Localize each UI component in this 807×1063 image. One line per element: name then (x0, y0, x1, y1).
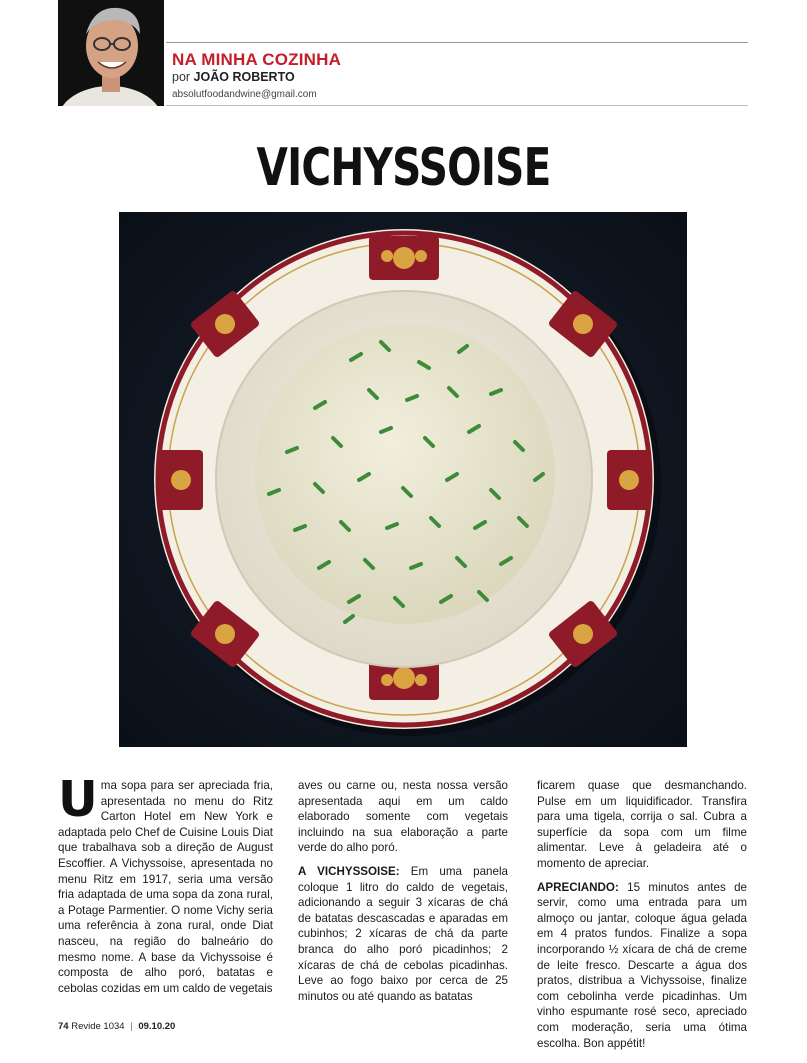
intro-continuation: aves ou carne ou, nesta nossa versão apresentada aqui em um caldo elaborado somente com vegetais incluindo na sua elaboração a parte verde do alho poró. (298, 779, 508, 855)
author-name: JOÃO ROBERTO (193, 70, 295, 84)
page-number: 74 (58, 1021, 69, 1032)
byline-prefix: por (172, 70, 194, 84)
recipe-heading: A VICHYSSOISE: (298, 864, 400, 878)
serve-paragraph (537, 880, 747, 1052)
byline (172, 70, 295, 84)
article-column-1 (58, 771, 273, 1004)
recipe-continuation: ficarem quase que desmanchando. Pulse em um liquidificador. Transfira para uma tigela, corrija o sal. Cubra a superfície da sopa com um filme alimentar. Leve à geladeira até o momento de apreciar. (537, 779, 747, 870)
header-rule-top (166, 42, 748, 43)
magazine-issue: Revide 1034 (71, 1021, 125, 1032)
section-title: NA MINHA COZINHA (172, 50, 342, 69)
recipe-paragraph (298, 864, 508, 1004)
recipe-text: Em uma panela coloque 1 litro do caldo de vegetais, adicionando a seguir 3 xícaras de chá de batatas descascadas e aparadas em cubinhos; 2 xícaras de chá da parte branca do alho poró picadinhos; 2 xícaras de chá de cebolas picadinhas. Leve ao fogo baixo por cerca de 25 minutos ou até quando as batatas (298, 864, 508, 1003)
author-portrait (58, 0, 164, 106)
soup-plate-photo (119, 212, 687, 747)
article-column-3 (537, 778, 747, 1059)
issue-date: 09.10.20 (138, 1021, 176, 1032)
header-rule-bottom (166, 105, 748, 106)
intro-paragraph (58, 771, 273, 996)
dropcap-letter: U (58, 771, 98, 828)
intro-text: ma sopa para ser apreciada fria, apresentada no menu do Ritz Carton Hotel em New York e adaptada pelo Chef de Cuisine Louis Diat que trabalhava sob a direção de August Escoffier. A Vichyssoise, apresentada no menu Ritz em 1917, seria uma versão fria adaptada de uma sopa da zona rural, a Potage Parmentier. O nome Vichy seria uma referência à zona rural, onde Diat nasceu, na região do balneário do mesmo nome. A base da Vichyssoise é composta de alho poró, batatas e cebolas cozidas em um caldo de vegetais (58, 779, 273, 995)
page-footer (58, 1021, 175, 1032)
serve-heading: APRECIANDO: (537, 880, 619, 894)
article-column-2 (298, 778, 508, 1012)
serve-text: 15 minutos antes de servir, como uma entrada para um almoço ou jantar, coloque água gelada em 4 pratos fundos. Finalize a sopa incorporando ½ xícara de chá de creme de leite fresco. Descarte a água dos pratos, distribua a Vichyssoise, finalize com cebolinha verde picadinhas. Um vinho espumante rosé seco, apreciado com moderação, seria uma ótima escolha. Bon appétit! (537, 880, 747, 1050)
footer-separator: | (130, 1021, 133, 1032)
author-email: absolutfoodandwine@gmail.com (172, 89, 317, 100)
article-title: VICHYSSOISE (256, 138, 551, 198)
